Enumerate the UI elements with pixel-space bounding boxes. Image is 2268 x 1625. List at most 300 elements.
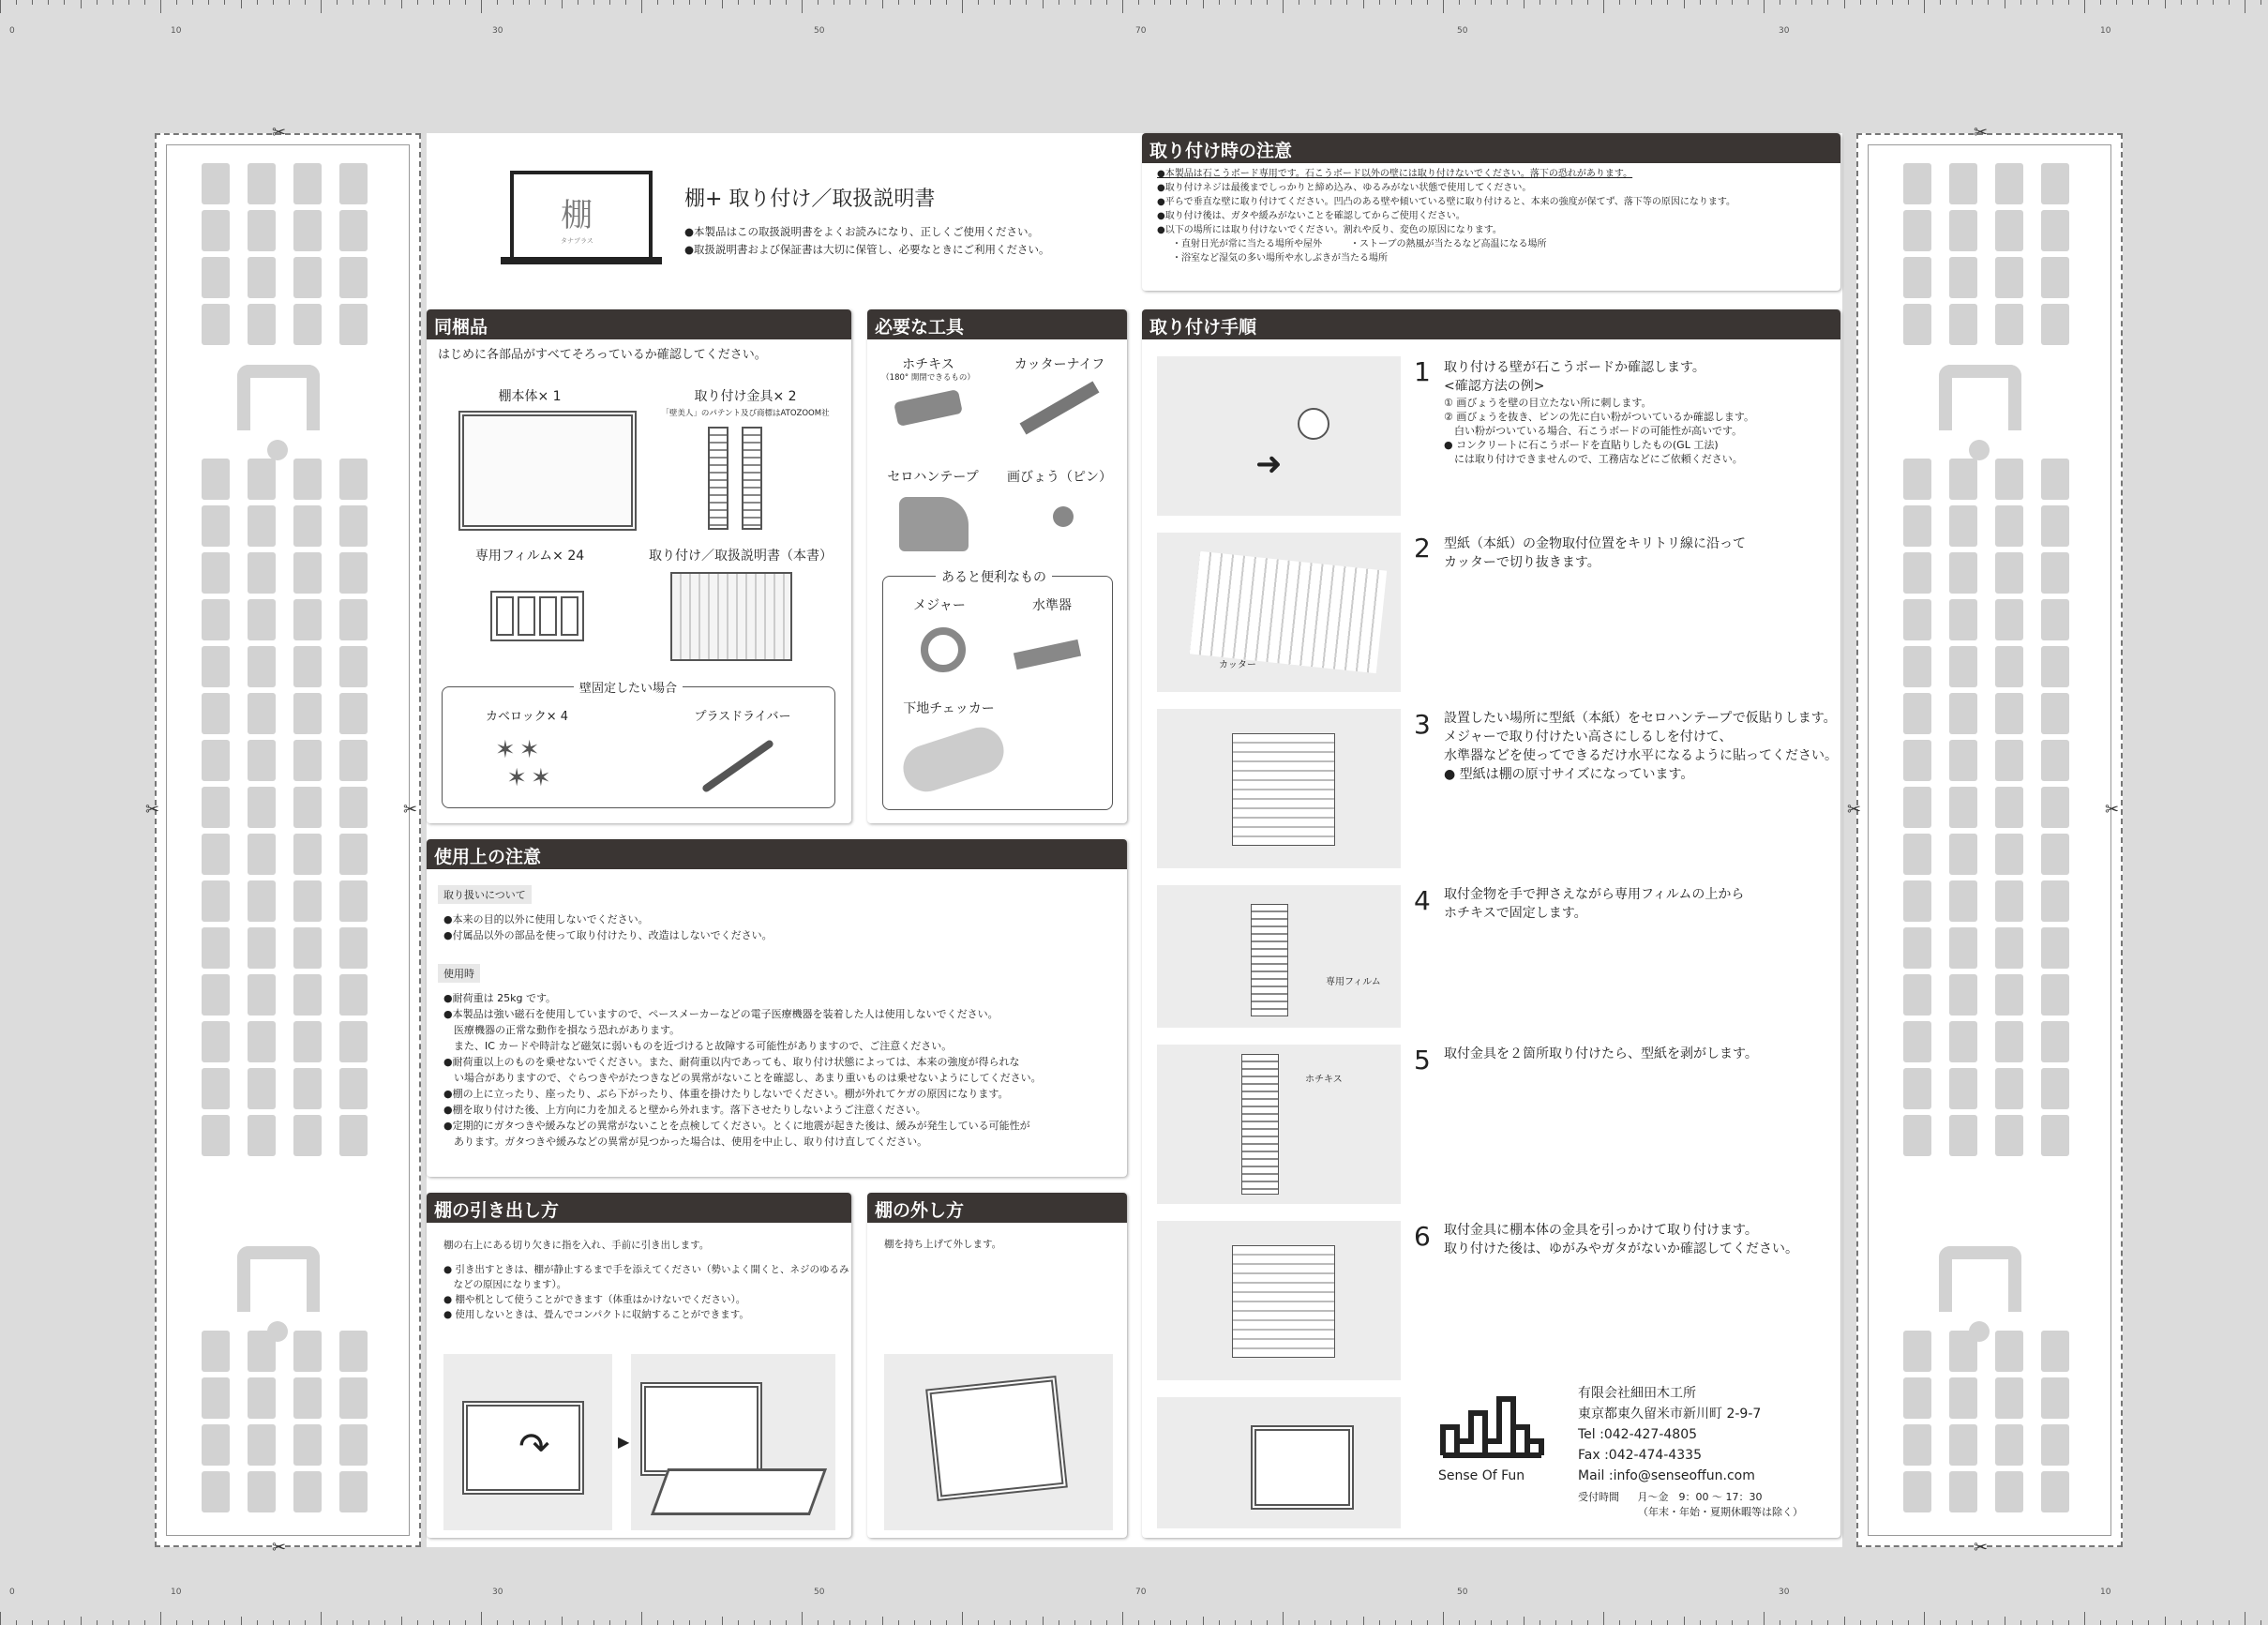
ruler-tick [401, 0, 402, 8]
template-slot [202, 1115, 230, 1156]
template-slot [1949, 787, 1977, 828]
template-slot [202, 693, 230, 734]
template-slot [1949, 210, 1977, 251]
item-bracket-label: 取り付け金具× 2 [694, 389, 797, 404]
ruler-tick [689, 1620, 690, 1625]
pullout-intro: 棚の右上にある切り欠きに指を入れ、手前に引き出します。 [443, 1240, 710, 1251]
ruler-label: 0 [9, 26, 15, 36]
template-slot [339, 646, 368, 687]
ruler-tick [1330, 1620, 1331, 1625]
template-slot [339, 505, 368, 547]
ruler-tick [273, 0, 274, 5]
usage-item: ●定期的にガタつきや緩みなどの異常がないことを点検してください。とくに地震が起きた後は、緩みが発生している可能性が [443, 1120, 1030, 1132]
pullout-item: などの原因になります）。 [443, 1279, 567, 1290]
template-slot [2041, 552, 2069, 594]
usage-item: ●耐荷重以上のものを乗せないでください。また、耐荷重以内であっても、取り付け状態によっては、本来の強度が得られな [443, 1056, 1020, 1068]
template-slot [1995, 552, 2023, 594]
anchor-illustration: ✶✶ ✶✶ [495, 736, 555, 792]
ruler-tick [273, 1620, 274, 1625]
template-slot [202, 1021, 230, 1062]
template-slot [202, 552, 230, 594]
ruler-tick [1314, 0, 1315, 5]
template-slot [1949, 880, 1977, 922]
ruler-tick [1459, 0, 1460, 5]
ruler-tick [1235, 0, 1236, 5]
step-5-callout: ホチキス [1305, 1075, 1343, 1085]
template-slot [1949, 257, 1977, 298]
ruler-tick [48, 0, 49, 5]
template-slot [202, 210, 230, 251]
bracket-illustration [708, 427, 728, 530]
ruler-tick [641, 1612, 642, 1625]
install-caution-title: 取り付け時の注意 [1142, 133, 1840, 163]
step-3-number: 3 [1414, 709, 1431, 740]
arrow-right-icon: ▶ [618, 1433, 630, 1451]
template-slot [339, 1377, 368, 1419]
template-slot [339, 1115, 368, 1156]
ruler-tick [2068, 0, 2069, 5]
template-slot [1995, 1021, 2023, 1062]
template-slot [339, 693, 368, 734]
ruler-tick [1251, 1620, 1252, 1625]
template-slot [293, 552, 322, 594]
ruler-tick [1811, 0, 1812, 5]
step-2-illustration [1157, 533, 1401, 692]
caution-item: ●取り付け後は、ガタや緩みがないことを確認してからご使用ください。 [1157, 211, 1465, 221]
pullout-item: ● 棚や机として使うことができます（体重はかけないでください）。 [443, 1294, 746, 1305]
company-info [1578, 1383, 1803, 1520]
step-4-callout: 専用フィルム [1326, 977, 1381, 987]
ruler-tick [1379, 1620, 1380, 1625]
template-slot [248, 834, 276, 875]
caution-item: ・浴室など湿気の多い場所や水しぶきが当たる場所 [1172, 253, 1388, 263]
template-slot [1903, 210, 1931, 251]
ruler-tick [1010, 1620, 1011, 1625]
step-text-line: 型紙（本紙）の金物取付位置をキリトリ線に沿って [1444, 536, 1746, 551]
ruler-tick [1587, 1620, 1588, 1625]
ruler-tick [1154, 0, 1155, 5]
ruler-tick [465, 1620, 466, 1625]
template-slot [248, 974, 276, 1016]
tool-checker-label: 下地チェッカー [903, 701, 995, 716]
ruler-tick [81, 0, 82, 8]
useful-tools-group [882, 570, 1113, 810]
template-slot [1995, 1068, 2023, 1109]
template-slot [248, 459, 276, 500]
template-slot [1949, 459, 1977, 500]
template-slot [248, 740, 276, 781]
ruler-tick [1619, 0, 1620, 5]
hours-value: 月〜金 9：00 〜 17：30 [1637, 1491, 1763, 1503]
template-slot [1949, 1471, 1977, 1512]
ruler-tick [1346, 0, 1347, 5]
cutter-illustration [1020, 381, 1100, 434]
ruler-tick [241, 1617, 242, 1625]
caution-item: ●以下の場所には取り付けないでください。割れや反り、変色の原因になります。 [1157, 225, 1502, 235]
template-hole [267, 1321, 288, 1342]
ruler-tick [224, 0, 225, 5]
ruler-tick [1235, 1620, 1236, 1625]
ruler-tick [2084, 0, 2085, 13]
ruler-tick [1395, 0, 1396, 5]
ruler-tick [1972, 1620, 1973, 1625]
ruler-tick [1346, 1620, 1347, 1625]
template-slot [293, 834, 322, 875]
ruler-label: 30 [1779, 26, 1790, 36]
template-slot [202, 787, 230, 828]
usage-item: また、IC カードや時計など磁気に弱いものを近づけると故障する可能性がありますので、ご注意ください。 [443, 1040, 953, 1052]
ruler-tick [545, 1620, 546, 1625]
scissor-icon: ✂ [2105, 800, 2120, 820]
ruler-tick [1138, 0, 1139, 5]
ruler-tick [2036, 1620, 2037, 1625]
ruler-tick [2068, 1620, 2069, 1625]
ruler-tick [1603, 1612, 1604, 1625]
ruler-tick [1106, 1620, 1107, 1625]
ruler-tick [1684, 0, 1685, 8]
usage-item: 医療機器の正常な動作を損なう恐れがあります。 [443, 1024, 681, 1036]
template-hook [1939, 365, 2021, 430]
ruler-tick [818, 1620, 819, 1625]
scissor-icon: ✂ [272, 123, 287, 143]
template-slot [2041, 740, 2069, 781]
ruler-tick [2229, 0, 2230, 5]
ruler-tick [2165, 1617, 2166, 1625]
ruler-tick [673, 0, 674, 5]
step-2-callout: カッター [1219, 660, 1256, 670]
template-slot [2041, 1021, 2069, 1062]
ruler-tick [705, 1620, 706, 1625]
ruler-tick [128, 1620, 129, 1625]
template-slot [1949, 974, 1977, 1016]
step-2-number: 2 [1414, 533, 1431, 564]
template-slot [1995, 740, 2023, 781]
ruler-tick [722, 0, 723, 8]
template-slot [1995, 1331, 2023, 1372]
ruler-tick [0, 0, 1, 13]
ruler-tick [786, 1620, 787, 1625]
step-4-text [1444, 885, 1744, 923]
template-slot [202, 1331, 230, 1372]
ruler-tick [2148, 1620, 2149, 1625]
ruler-tick [433, 0, 434, 5]
ruler-tick [1491, 0, 1492, 5]
template-slot [1903, 1377, 1931, 1419]
ruler-tick [754, 0, 755, 5]
company-name: 有限会社細田木工所 [1578, 1386, 1696, 1401]
scissor-icon: ✂ [272, 1538, 287, 1557]
install-caution-list [1142, 163, 1840, 269]
company-fax: Fax :042-474-4335 [1578, 1448, 1702, 1463]
template-slot [248, 210, 276, 251]
step-text-line: メジャーで取り付けたい高さにしるしを付けて、 [1444, 730, 1733, 745]
template-slot [1949, 927, 1977, 969]
logo-subtitle: タナプラス [561, 237, 593, 245]
scissor-icon: ✂ [403, 800, 418, 820]
template-slot [2041, 459, 2069, 500]
template-slot [1949, 1377, 1977, 1419]
procedure-title: 取り付け手順 [1142, 309, 1840, 339]
ruler-tick [1764, 0, 1765, 13]
ruler-tick [898, 1620, 899, 1625]
sense-of-fun-logo-icon [1438, 1390, 1551, 1465]
template-slot [1995, 880, 2023, 922]
ruler-tick [2165, 0, 2166, 8]
ruler-tick [2148, 0, 2149, 5]
template-slot [202, 257, 230, 298]
ruler-tick [2260, 1620, 2261, 1625]
ruler-tick [1844, 0, 1845, 8]
template-slot [202, 740, 230, 781]
template-hook [1939, 1246, 2021, 1312]
ruler-tick [1074, 0, 1075, 5]
step-1-illustration: ➜ [1157, 356, 1401, 516]
template-slot [202, 1424, 230, 1466]
template-slot [248, 880, 276, 922]
ruler-tick [1524, 0, 1525, 8]
step-6-text [1444, 1221, 1798, 1258]
template-slot [202, 646, 230, 687]
ruler-label: 10 [171, 26, 182, 36]
template-slot [248, 599, 276, 640]
template-slot [293, 1377, 322, 1419]
ruler-tick [529, 1620, 530, 1625]
template-slot [293, 163, 322, 204]
template-slot [339, 740, 368, 781]
template-slot [1995, 834, 2023, 875]
template-slot [1995, 257, 2023, 298]
ruler-tick [192, 1620, 193, 1625]
ruler-label: 0 [9, 1587, 15, 1597]
ruler-tick [849, 0, 850, 5]
template-slot [293, 1115, 322, 1156]
template-slot [248, 1115, 276, 1156]
template-slot [293, 787, 322, 828]
template-slot [248, 1471, 276, 1512]
template-slot [293, 693, 322, 734]
template-slot [339, 1021, 368, 1062]
ruler-tick [337, 1620, 338, 1625]
ruler-tick [192, 0, 193, 5]
ruler-tick [754, 1620, 755, 1625]
ruler-tick [160, 0, 161, 13]
film-illustration [490, 591, 584, 641]
template-slot [1903, 646, 1931, 687]
ruler-tick [802, 1612, 803, 1625]
ruler-tick [2020, 0, 2021, 5]
ruler-tick [449, 0, 450, 5]
ruler-tick [1154, 1620, 1155, 1625]
ruler-tick [497, 0, 498, 5]
template-hole [267, 440, 288, 460]
template-slot [1949, 163, 1977, 204]
step-1-number: 1 [1414, 356, 1431, 387]
ruler-label: 50 [1457, 26, 1468, 36]
step-text-line: カッターで切り抜きます。 [1444, 555, 1600, 570]
pin-illustration [1053, 506, 1074, 527]
step-4-illustration [1157, 885, 1401, 1028]
ruler-tick [1892, 1620, 1893, 1625]
template-slot [293, 599, 322, 640]
usage-item: ●耐荷重は 25kg です。 [443, 992, 557, 1004]
ruler-tick [1748, 0, 1749, 5]
template-slot [293, 1021, 322, 1062]
ruler-tick [401, 1617, 402, 1625]
template-slot [339, 210, 368, 251]
product-logo [506, 171, 656, 264]
ruler-tick [1138, 1620, 1139, 1625]
ruler-tick [16, 1620, 17, 1625]
manual-illustration [670, 572, 792, 661]
template-slot [1949, 1115, 1977, 1156]
template-slot [1995, 599, 2023, 640]
ruler-tick [1956, 0, 1957, 5]
ruler-tick [1443, 0, 1444, 13]
hours-label: 受付時間 [1578, 1491, 1619, 1503]
scissor-icon: ✂ [1847, 800, 1862, 820]
useful-tools-label: あると便利なもの [936, 567, 1052, 586]
ruler-tick [2132, 1620, 2133, 1625]
ruler-tick [625, 0, 626, 5]
ruler-tick [802, 0, 803, 13]
template-slot [2041, 880, 2069, 922]
ruler-tick [1684, 1617, 1685, 1625]
template-slot [1995, 459, 2023, 500]
ruler-tick [208, 1620, 209, 1625]
tool-stapler-label: ホチキス [902, 357, 954, 372]
ruler-tick [144, 0, 145, 5]
template-slot [1949, 1424, 1977, 1466]
template-slot [1949, 646, 1977, 687]
ruler-tick [1491, 1620, 1492, 1625]
tool-level-label: 水準器 [1032, 598, 1072, 613]
template-slot [339, 163, 368, 204]
ruler-tick [368, 0, 369, 5]
ruler-tick [481, 1612, 482, 1625]
template-slot [293, 1068, 322, 1109]
remove-text: 棚を持ち上げて外します。 [884, 1239, 1002, 1250]
template-slot [1903, 740, 1931, 781]
ruler-tick [2197, 0, 2198, 5]
measure-illustration [921, 627, 966, 672]
ruler-tick [1860, 0, 1861, 5]
ruler-tick [81, 1617, 82, 1625]
ruler-tick [1555, 0, 1556, 5]
template-slot [1903, 1471, 1931, 1512]
ruler-tick [1635, 0, 1636, 5]
template-slot [202, 834, 230, 875]
template-slot [2041, 1424, 2069, 1466]
item-driver-label: プラスドライバー [694, 710, 791, 724]
ruler-tick [1363, 1617, 1364, 1625]
ruler-tick [1010, 0, 1011, 5]
ruler-tick [1924, 0, 1925, 13]
ruler-label: 70 [1135, 1587, 1147, 1597]
ruler-tick [1026, 1620, 1027, 1625]
template-slot [2041, 210, 2069, 251]
ruler-tick [1267, 0, 1268, 5]
template-slot [293, 646, 322, 687]
step-text-line: ホチキスで固定します。 [1444, 906, 1587, 921]
template-slot [1995, 646, 2023, 687]
step-3-illustration [1157, 709, 1401, 868]
ruler-tick [1122, 1612, 1123, 1625]
contents-title: 同梱品 [427, 309, 851, 339]
ruler-tick [609, 1620, 610, 1625]
ruler-tick [978, 0, 979, 5]
item-anchor-label: カベロック× 4 [485, 710, 569, 724]
template-slot [293, 505, 322, 547]
template-slot [293, 304, 322, 345]
company-tel: Tel :042-427-4805 [1578, 1427, 1698, 1442]
ruler-tick [321, 0, 322, 13]
ruler-tick [529, 0, 530, 5]
ruler-tick [449, 1620, 450, 1625]
template-slot [1903, 1424, 1931, 1466]
step-1-text [1444, 358, 1754, 466]
ruler-tick [1811, 1620, 1812, 1625]
ruler-tick [2132, 0, 2133, 5]
template-slot [248, 552, 276, 594]
stapler-illustration [894, 389, 963, 427]
ruler-tick [160, 1612, 161, 1625]
ruler-tick [465, 0, 466, 5]
step-sub-line: ● コンクリートに石こうボードを直貼りしたもの(GL 工法) [1444, 439, 1719, 451]
template-slot [339, 599, 368, 640]
ruler-tick [914, 1620, 915, 1625]
ruler-tick [97, 0, 98, 5]
step-text-line: 取り付ける壁が石こうボードか確認します。 [1444, 360, 1705, 375]
ruler-tick [224, 1620, 225, 1625]
step-2-text [1444, 534, 1746, 572]
wall-fix-group [442, 682, 835, 808]
step-text-line: 水準器などを使ってできるだけ水平になるように貼ってください。 [1444, 748, 1838, 763]
template-slot [1949, 1068, 1977, 1109]
checker-illustration [897, 721, 1010, 798]
pullout-open-illustration [631, 1354, 835, 1530]
ruler-tick [321, 1612, 322, 1625]
ruler-tick [994, 0, 995, 5]
template-slot [339, 459, 368, 500]
ruler-tick [257, 0, 258, 5]
contents-panel [427, 309, 851, 823]
ruler-tick [16, 0, 17, 5]
handling-tag: 取り扱いについて [438, 885, 532, 904]
ruler-tick [882, 0, 883, 8]
ruler-tick [930, 1620, 931, 1625]
template-slot [1995, 974, 2023, 1016]
template-slot [1903, 834, 1931, 875]
header-note: ●取扱説明書および保証書は大切に保管し、必要なときにご利用ください。 [684, 243, 1050, 256]
ruler-tick [1827, 0, 1828, 5]
ruler-tick [1106, 0, 1107, 5]
ruler-tick [1827, 1620, 1828, 1625]
ruler-tick [2181, 0, 2182, 5]
ruler-tick [1795, 1620, 1796, 1625]
item-film-label: 専用フィルム× 24 [474, 549, 585, 564]
ruler-tick [1844, 1617, 1845, 1625]
template-slot [293, 1471, 322, 1512]
ruler-tick [481, 0, 482, 13]
ruler-tick [2197, 1620, 2198, 1625]
scissor-icon: ✂ [145, 800, 160, 820]
ruler-tick [1603, 0, 1604, 13]
ruler-tick [32, 0, 33, 5]
ruler-tick [513, 0, 514, 5]
ruler-tick [417, 0, 418, 5]
template-slot [339, 1068, 368, 1109]
template-slot [2041, 646, 2069, 687]
